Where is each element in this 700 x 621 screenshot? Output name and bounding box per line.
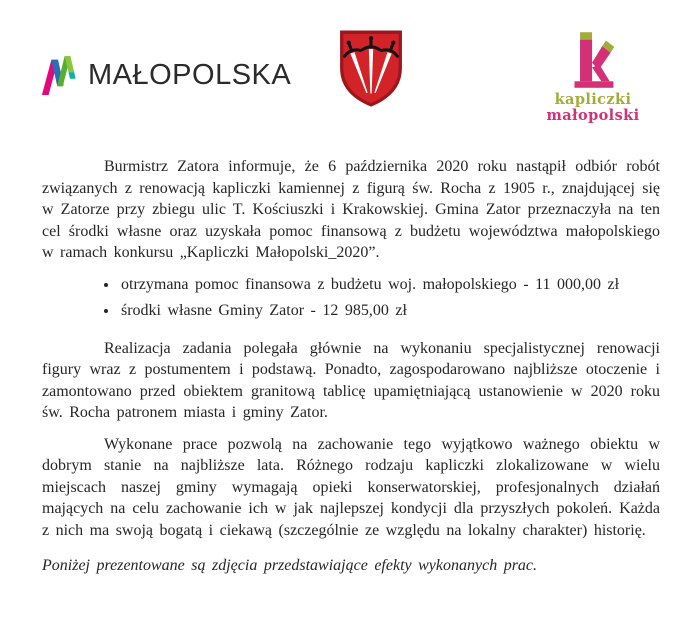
kapliczki-k-icon [568,32,618,88]
k-stem-serif [574,81,597,87]
sword-pommel [369,36,373,40]
announcement-body [42,156,660,577]
kapliczki-word: kapliczki [554,91,632,108]
paragraph-realization: Realizacja zadania polegała głównie na wykonaniu specjalistycznej renowacji figury wraz z postumentem i podstawą. Ponadto, zagospodarowano najbliższe otoczenie i zamontowano przed obiektem granitową tablicę upamiętniającą ustanowienie w 2020 roku św. Rocha patronem miasta i gminy Zator. [42,339,660,421]
malopolska-m-icon [40,53,78,97]
funding-item-own-funds: • środki własne Gminy Zator - 12 985,00 zł [119,300,660,322]
funding-list [42,274,660,322]
k-leg-serif [597,81,614,87]
paragraph-intro: Burmistrz Zatora informuje, że 6 października 2020 roku nastąpił odbiór robót związanych z renowacją kapliczki kamiennej z figurą św. Rocha z 1905 r., znajdującej się w Zatorze przy zbiegu ulic T. Kościuszki i Krakowskiej. Gmina Zator przeznaczyła na ten cel środki własne oraz uzyskała pomoc finansową z budżetu województwa małopolskiego w ramach konkursu „Kapliczki Małopolski_2020”. [42,158,660,261]
paragraph-preservation: Wykonane prace pozwolą na zachowanie tego wyjątkowo ważnego obiektu w dobrym stanie na najbliższe lata. Różnego rodzaju kapliczki zlokalizowane w wielu miejscach naszej gminy wymagają opieki konserwatorskiej, profesjonalnych działań mających na celu zachowanie ich w jak najlepszej kondycji dla przyszłych pokoleń. Każda z nich ma swoją bogatą i ciekawą (szczególnie ze względu na lokalny charakter) historię. [42,435,660,539]
funding-item-voivodeship: • otrzymana pomoc finansowa z budżetu woj. małopolskiego - 11 000,00 zł [119,274,660,296]
kapliczki-malopolski-logo [543,32,643,123]
k-stem [580,40,592,82]
zator-coat-of-arms [337,27,405,111]
m-stroke-teal [69,72,76,79]
malopolska-logo-text: MAŁOPOLSKA [88,58,292,91]
k-leg [592,65,610,82]
closing-note: Poniżej prezentowane są zdjęcia przedstawiające efekty wykonanych prac. [42,557,538,574]
k-green-cap [580,32,592,39]
malopolski-word: małopolski [546,107,640,124]
shield-icon [337,27,405,111]
malopolska-logo [40,50,291,100]
